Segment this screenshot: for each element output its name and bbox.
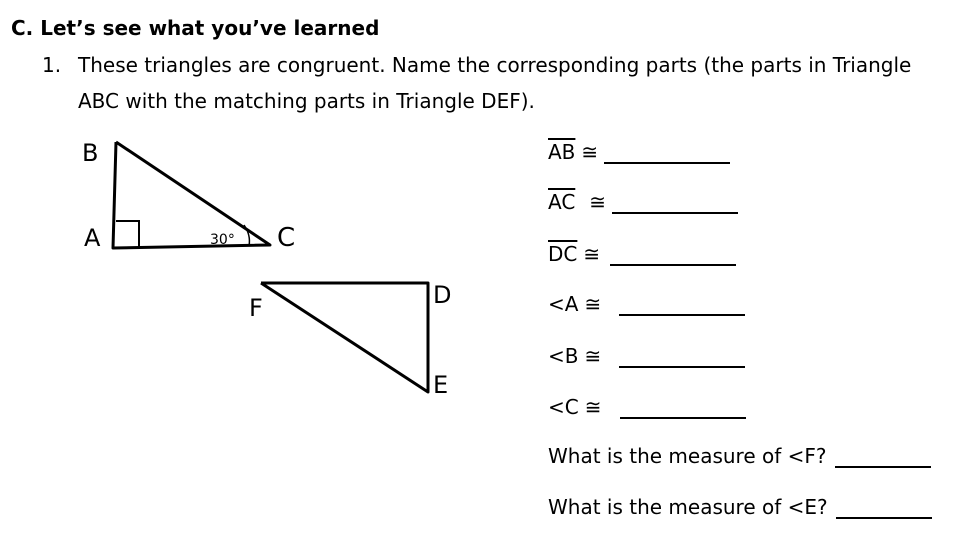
congruent-symbol: ≅	[584, 395, 602, 419]
row-label: $\overline{AB}$	[548, 140, 576, 164]
measure-question	[548, 444, 931, 468]
vertex-label-d: D	[433, 281, 452, 309]
row-label: $\overline{AC}$	[548, 190, 576, 214]
congruent-symbol: ≅	[584, 344, 602, 368]
congruent-symbol: ≅	[584, 292, 602, 316]
answer-blank[interactable]	[610, 242, 736, 266]
answer-blank[interactable]	[835, 444, 931, 468]
correspondence-row	[548, 140, 730, 164]
measure-question-text: What is the measure of <E?	[548, 495, 828, 519]
congruent-symbol: ≅	[583, 242, 601, 266]
vertex-label-a: A	[84, 224, 101, 252]
section-heading: C. Let’s see what you’ve learned	[11, 16, 380, 40]
right-angle-marker-a	[116, 221, 139, 247]
correspondence-row	[548, 190, 738, 214]
correspondence-row	[548, 242, 736, 266]
question-number: 1.	[42, 53, 62, 77]
answer-blank[interactable]	[612, 190, 738, 214]
answer-blank[interactable]	[620, 395, 746, 419]
triangle-def-outline	[261, 283, 428, 392]
angle-label-c: 30°	[210, 232, 235, 248]
vertex-label-e: E	[433, 371, 449, 399]
row-label: <A	[548, 292, 579, 316]
answer-blank[interactable]	[836, 495, 932, 519]
triangle-abc-outline	[113, 142, 270, 248]
row-label: <C	[548, 395, 579, 419]
answer-blank[interactable]	[619, 344, 745, 368]
answer-blank[interactable]	[604, 140, 730, 164]
triangle-def	[249, 281, 451, 399]
row-label: $\overline{DC}$	[548, 242, 578, 266]
question-text-line-2: ABC with the matching parts in Triangle DEF).	[78, 89, 535, 113]
vertex-label-c: C	[277, 223, 296, 253]
question-text-line-1: These triangles are congruent. Name the corresponding parts (the parts in Triangle	[78, 53, 912, 77]
measure-question-text: What is the measure of <F?	[548, 444, 827, 468]
correspondence-row	[548, 292, 745, 316]
correspondence-row	[548, 344, 745, 368]
vertex-label-f: F	[249, 294, 263, 322]
correspondence-row	[548, 395, 746, 419]
congruent-symbol: ≅	[589, 190, 607, 214]
answer-blank[interactable]	[619, 292, 745, 316]
triangle-abc	[82, 139, 295, 253]
row-label: <B	[548, 344, 579, 368]
vertex-label-b: B	[82, 139, 99, 167]
measure-question	[548, 495, 932, 519]
congruent-symbol: ≅	[581, 140, 599, 164]
